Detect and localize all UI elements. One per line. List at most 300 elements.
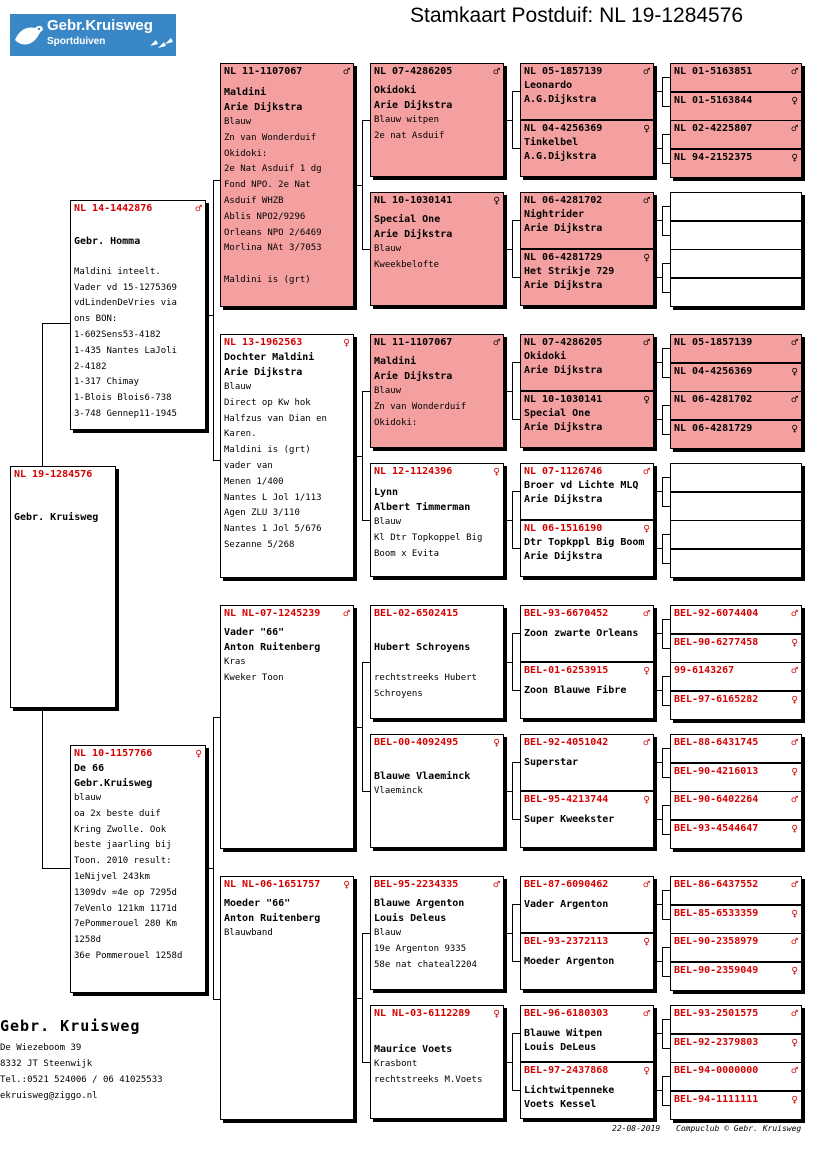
- pedigree-box-g5-6[interactable]: [670, 249, 802, 278]
- pedigree-header: [221, 606, 353, 621]
- bird-note: Orleans NPO 2/6469: [224, 227, 322, 238]
- connector-line: [512, 1090, 520, 1091]
- bird-name: Blauwe Vlaeminck: [374, 771, 471, 782]
- pedigree-header: [671, 821, 801, 836]
- connector-line: [662, 1076, 663, 1105]
- pedigree-header: [671, 421, 801, 436]
- connector-line: [662, 134, 663, 163]
- bird-note: 1-602Sens53-4182: [74, 329, 161, 340]
- sex-icon: ♀: [493, 1007, 500, 1020]
- connector-line: [662, 676, 670, 677]
- ring-number: BEL-90-4216013: [674, 765, 759, 777]
- connector-line: [512, 220, 520, 221]
- bird-note: oa 2x beste duif: [74, 808, 161, 819]
- pedigree-box-g4-4[interactable]: [520, 334, 654, 391]
- bird-name: Zoon zwarte Orleans: [524, 628, 639, 639]
- flying-pigeons-icon: [148, 32, 174, 52]
- connector-line: [654, 362, 662, 363]
- connector-line: [662, 619, 670, 620]
- ring-number: NL 07-4286205: [374, 66, 453, 77]
- bird-name: Zoon Blauwe Fibre: [524, 685, 627, 696]
- bird-note: Menen 1/400: [224, 476, 284, 487]
- ring-number: NL 01-5163851: [674, 66, 753, 77]
- sex-icon: ♂: [643, 465, 650, 478]
- sex-icon: ♀: [343, 878, 350, 891]
- pedigree-header: [671, 606, 801, 621]
- bird-note: Ablis NPO2/9296: [224, 211, 306, 222]
- connector-line: [654, 148, 662, 149]
- connector-line: [512, 419, 520, 420]
- connector-line: [662, 976, 670, 977]
- pedigree-header: [371, 193, 503, 208]
- bird-name: Arie Dijkstra: [524, 494, 603, 505]
- ring-number: BEL-93-2501575: [674, 1008, 759, 1019]
- connector-line: [662, 705, 670, 706]
- logo-name: Gebr.Kruisweg: [47, 17, 153, 34]
- bird-note: 7eVenlo 121km 1171d: [74, 903, 177, 914]
- ring-number: BEL-95-2234335: [374, 879, 459, 890]
- connector-line: [654, 1033, 662, 1034]
- connector-line: [654, 762, 662, 763]
- bird-note: Halfzus van Dian en: [224, 413, 327, 424]
- bird-note: 1eNijvel 243km: [74, 871, 150, 882]
- pedigree-box-ffm[interactable]: [370, 192, 504, 306]
- connector-line: [504, 791, 512, 792]
- bird-name: De 66: [74, 763, 105, 774]
- pedigree-box-g5-20[interactable]: [670, 734, 802, 763]
- pedigree-box-g5-25[interactable]: [670, 905, 802, 934]
- pedigree-box-g5-0[interactable]: [670, 63, 802, 92]
- bird-note: 1309dv =4e op 7295d: [74, 887, 177, 898]
- connector-line: [354, 456, 362, 457]
- connector-line: [662, 534, 670, 535]
- pedigree-box-ff[interactable]: [220, 63, 354, 307]
- pedigree-header: [371, 735, 503, 750]
- connector-line: [654, 91, 662, 92]
- connector-line: [512, 491, 513, 548]
- pedigree-box-mff[interactable]: [370, 605, 504, 719]
- sex-icon: ♀: [791, 906, 798, 920]
- connector-line: [662, 805, 663, 834]
- pedigree-box-g5-7[interactable]: [670, 278, 802, 307]
- pedigree-box-fmm[interactable]: [370, 463, 504, 577]
- connector-line: [512, 633, 513, 690]
- connector-line: [662, 106, 670, 107]
- pedigree-header: [521, 1063, 653, 1078]
- bird-note: Blauw: [224, 117, 252, 127]
- pedigree-box-g5-28[interactable]: [670, 1005, 802, 1034]
- pedigree-header: [371, 464, 503, 479]
- pedigree-header: [521, 606, 653, 621]
- pedigree-box-g5-2[interactable]: [670, 120, 802, 149]
- bird-note: Fond NPO. 2e Nat: [224, 180, 311, 191]
- connector-line: [213, 180, 220, 181]
- pedigree-box-g4-9[interactable]: [520, 662, 654, 719]
- ring-number: BEL-97-6165282: [674, 693, 759, 705]
- pedigree-header: [671, 963, 801, 978]
- ring-number: BEL-93-6670452: [524, 608, 609, 619]
- connector-line: [512, 1033, 513, 1090]
- pedigree-box-g4-0[interactable]: [520, 63, 654, 120]
- connector-line: [213, 180, 214, 460]
- connector-line: [512, 362, 520, 363]
- bird-name: Dtr Topkppl Big Boom: [524, 537, 645, 548]
- pedigree-header: [671, 877, 801, 892]
- pedigree-header: [671, 792, 801, 807]
- connector-line: [662, 292, 670, 293]
- pedigree-box-g4-15[interactable]: [520, 1062, 654, 1119]
- connector-line: [662, 405, 663, 434]
- pedigree-header: [671, 1063, 801, 1078]
- pedigree-box-g4-10[interactable]: [520, 734, 654, 791]
- ring-number: BEL-93-4544647: [674, 822, 759, 834]
- pedigree-box-g5-29[interactable]: [670, 1034, 802, 1063]
- pedigree-header: [521, 735, 653, 750]
- bird-name: Voets Kessel: [524, 1099, 597, 1110]
- connector-line: [512, 904, 513, 961]
- pedigree-header: [671, 93, 801, 108]
- owner-email[interactable]: ekruisweg@ziggo.nl: [0, 1091, 98, 1101]
- pedigree-box-g5-13[interactable]: [670, 492, 802, 521]
- bird-name: Arie Dijkstra: [224, 367, 303, 378]
- connector-line: [504, 933, 512, 934]
- pedigree-box-g5-18[interactable]: [670, 662, 802, 691]
- pedigree-box-subject[interactable]: [10, 466, 116, 708]
- sex-icon: ♂: [643, 336, 650, 349]
- pedigree-box-g4-12[interactable]: [520, 876, 654, 933]
- connector-line: [662, 563, 670, 564]
- bird-note: 2-4182: [74, 361, 107, 372]
- bird-note: Kring Zwolle. Ook: [74, 824, 167, 835]
- bird-note: Asduif WHZB: [224, 195, 284, 206]
- pedigree-box-fmf[interactable]: [370, 334, 504, 448]
- pedigree-box-g5-3[interactable]: [670, 149, 802, 178]
- pedigree-header: [671, 764, 801, 779]
- bird-name: Gebr. Homma: [74, 236, 141, 247]
- connector-line: [362, 933, 363, 1062]
- pedigree-box-g5-31[interactable]: [670, 1091, 802, 1120]
- sex-icon: ♀: [791, 1092, 798, 1106]
- pedigree-box-g5-21[interactable]: [670, 763, 802, 792]
- bird-note: 1-317 Chimay: [74, 377, 140, 388]
- ring-number: BEL-00-4092495: [374, 737, 459, 748]
- pedigree-box-g4-14[interactable]: [520, 1005, 654, 1062]
- bird-note: Nantes L Jol 1/113: [224, 492, 322, 503]
- connector-line: [213, 717, 214, 999]
- connector-line: [662, 434, 670, 435]
- ring-number: BEL-92-6074404: [674, 608, 759, 619]
- bird-note: Boom x Evita: [374, 548, 440, 559]
- pedigree-box-g5-8[interactable]: [670, 334, 802, 363]
- connector-line: [512, 548, 520, 549]
- pedigree-header: [671, 934, 801, 949]
- pedigree-box-g4-8[interactable]: [520, 605, 654, 662]
- pedigree-header: [671, 1092, 801, 1107]
- pedigree-box-mother[interactable]: [70, 745, 206, 993]
- sex-icon: ♂: [643, 878, 650, 891]
- sex-icon: ♀: [791, 150, 798, 164]
- sex-icon: ♀: [643, 1064, 650, 1077]
- bird-name: Nightrider: [524, 209, 585, 220]
- sex-icon: ♂: [791, 607, 798, 620]
- connector-line: [512, 819, 520, 820]
- pedigree-box-mfm[interactable]: [370, 734, 504, 848]
- bird-name: Moeder "66": [224, 898, 291, 909]
- ring-number: NL 05-1857139: [674, 337, 753, 348]
- pedigree-box-g5-12[interactable]: [670, 463, 802, 492]
- connector-line: [512, 277, 520, 278]
- sex-icon: ♂: [343, 65, 350, 78]
- pedigree-box-g4-13[interactable]: [520, 933, 654, 990]
- bird-name: Broer vd Lichte MLQ: [524, 480, 639, 491]
- bird-name: Lichtwitpenneke: [524, 1085, 615, 1096]
- connector-line: [662, 477, 663, 506]
- ring-number: NL 04-4256369: [674, 365, 753, 377]
- bird-name: Gebr. Kruisweg: [14, 512, 99, 523]
- bird-note: Maldini inteelt.: [74, 266, 161, 277]
- ring-number: BEL-95-4213744: [524, 794, 609, 805]
- pedigree-box-g5-14[interactable]: [670, 520, 802, 549]
- connector-line: [42, 868, 70, 869]
- bird-name: Leonardo: [524, 80, 573, 91]
- sex-icon: ♀: [791, 1035, 798, 1049]
- ring-number: BEL-90-2358979: [674, 936, 759, 947]
- pedigree-box-mmf[interactable]: [370, 876, 504, 990]
- pedigree-header: [11, 467, 115, 482]
- pedigree-box-g5-10[interactable]: [670, 391, 802, 420]
- pedigree-header: [671, 193, 801, 195]
- pedigree-header: [671, 222, 801, 224]
- bird-note: ons BON:: [74, 314, 118, 325]
- connector-line: [354, 185, 362, 186]
- connector-line: [654, 633, 662, 634]
- pedigree-box-g4-6[interactable]: [520, 463, 654, 520]
- pedigree-header: [671, 1035, 801, 1050]
- bird-note: blauw: [74, 793, 102, 803]
- sex-icon: ♂: [643, 736, 650, 749]
- pedigree-box-g5-11[interactable]: [670, 420, 802, 449]
- connector-line: [662, 805, 670, 806]
- pedigree-box-mm[interactable]: [220, 876, 354, 1120]
- logo-subtitle: Sportduiven: [47, 36, 106, 47]
- pedigree-header: [671, 550, 801, 552]
- sex-icon: ♂: [791, 935, 798, 948]
- bird-name: Gebr.Kruisweg: [74, 778, 153, 789]
- pedigree-box-g5-5[interactable]: [670, 221, 802, 250]
- bird-name: Blauwe Witpen: [524, 1028, 603, 1039]
- connector-line: [662, 748, 663, 777]
- bird-name: [371, 625, 503, 640]
- connector-line: [206, 315, 213, 316]
- ring-number: BEL-97-2437868: [524, 1065, 609, 1076]
- pedigree-box-g5-4[interactable]: [670, 192, 802, 221]
- sex-icon: ♂: [643, 1007, 650, 1020]
- connector-line: [354, 727, 362, 728]
- bird-note: 1-Blois Blois6-738: [74, 393, 172, 404]
- pedigree-header: [71, 201, 205, 216]
- pedigree-box-father[interactable]: [70, 200, 206, 430]
- pedigree-box-g4-5[interactable]: [520, 391, 654, 448]
- bird-note: Kweekbelofte: [374, 259, 440, 270]
- pedigree-box-g5-19[interactable]: [670, 691, 802, 720]
- sex-icon: ♀: [195, 747, 202, 760]
- connector-line: [362, 120, 370, 121]
- connector-line: [662, 890, 670, 891]
- ring-number: NL 13-1962563: [224, 337, 303, 348]
- bird-note: 2e Nat Asduif 1 dg: [224, 164, 322, 175]
- pedigree-box-g5-9[interactable]: [670, 363, 802, 392]
- pedigree-box-g5-15[interactable]: [670, 549, 802, 578]
- sex-icon: ♂: [493, 65, 500, 78]
- pedigree-box-fm[interactable]: [220, 334, 354, 578]
- bird-name: Arie Dijkstra: [524, 365, 603, 376]
- pedigree-header: [521, 521, 653, 536]
- ring-number: NL 10-1030141: [524, 394, 603, 405]
- bird-name: Super Kweekster: [524, 814, 615, 825]
- bird-note: rechtstreeks Hubert: [374, 672, 477, 683]
- pedigree-box-g4-7[interactable]: [520, 520, 654, 577]
- ring-number: NL 06-1516190: [524, 523, 603, 534]
- pedigree-box-g5-16[interactable]: [670, 605, 802, 634]
- connector-line: [662, 405, 670, 406]
- ring-number: NL NL-06-1651757: [224, 879, 321, 890]
- sex-icon: ♀: [791, 364, 798, 378]
- bird-note: 19e Argenton 9335: [374, 943, 467, 954]
- pedigree-box-mf[interactable]: [220, 605, 354, 849]
- bird-note: Agen ZLU 3/110: [224, 508, 300, 519]
- pedigree-header: [671, 906, 801, 921]
- pedigree-box-g4-3[interactable]: [520, 249, 654, 306]
- pedigree-box-g5-1[interactable]: [670, 92, 802, 121]
- bird-note: Blauw: [374, 517, 402, 527]
- bird-note: 36e Pommerouel 1258d: [74, 950, 183, 961]
- connector-line: [654, 690, 662, 691]
- bird-name: Okidoki: [374, 85, 417, 96]
- bird-name: Maldini: [374, 356, 417, 367]
- pedigree-header: [671, 64, 801, 79]
- pedigree-box-g5-22[interactable]: [670, 791, 802, 820]
- bird-note: beste jaarling bij: [74, 840, 172, 851]
- sex-icon: ♂: [791, 336, 798, 349]
- pedigree-box-g4-11[interactable]: [520, 791, 654, 848]
- ring-number: BEL-85-6533359: [674, 907, 759, 919]
- ring-number: NL 07-1126746: [524, 466, 603, 477]
- connector-line: [654, 961, 662, 962]
- connector-line: [512, 362, 513, 419]
- pedigree-header: [671, 335, 801, 350]
- bird-note: Blauw witpen: [374, 115, 440, 125]
- bird-name: Special One: [524, 408, 591, 419]
- ring-number: NL 01-5163844: [674, 94, 753, 106]
- ring-number: BEL-94-1111111: [674, 1093, 759, 1105]
- connector-line: [512, 491, 520, 492]
- ring-number: NL 11-1107067: [374, 337, 453, 348]
- connector-line: [662, 947, 663, 976]
- bird-name: Louis DeLeus: [524, 1042, 597, 1053]
- pedigree-box-g4-1[interactable]: [520, 120, 654, 177]
- ring-number: BEL-90-2359049: [674, 964, 759, 976]
- pedigree-header: [671, 692, 801, 707]
- pedigree-header: [671, 493, 801, 495]
- bird-name: Tinkelbel: [524, 137, 579, 148]
- connector-line: [662, 1019, 670, 1020]
- bird-name: Arie Dijkstra: [374, 229, 453, 240]
- owner-name: Gebr. Kruisweg: [0, 1017, 141, 1035]
- pedigree-box-fff[interactable]: [370, 63, 504, 177]
- pedigree-box-g5-27[interactable]: [670, 962, 802, 991]
- bird-note: Morlina NAt 3/7053: [224, 243, 322, 254]
- ring-number: BEL-90-6277458: [674, 636, 759, 648]
- bird-note: 7ePommerouel 280 Km: [74, 919, 177, 930]
- pedigree-box-g5-30[interactable]: [670, 1062, 802, 1091]
- connector-line: [662, 834, 670, 835]
- connector-line: [512, 762, 513, 819]
- sex-icon: ♂: [791, 1007, 798, 1020]
- connector-line: [662, 619, 663, 648]
- bird-name: Anton Ruitenberg: [224, 913, 321, 924]
- pedigree-box-mmm[interactable]: [370, 1005, 504, 1119]
- connector-line: [662, 1048, 670, 1049]
- connector-line: [662, 348, 663, 377]
- bird-name: Arie Dijkstra: [374, 100, 453, 111]
- pedigree-box-g5-26[interactable]: [670, 933, 802, 962]
- connector-line: [662, 263, 670, 264]
- bird-note: Toon. 2010 result:: [74, 856, 172, 867]
- connector-line: [504, 391, 512, 392]
- bird-name: Maurice Voets: [374, 1044, 453, 1055]
- sex-icon: ♀: [643, 793, 650, 806]
- bird-note: Zn van Wonderduif: [374, 401, 467, 412]
- bird-name: Vader Argenton: [524, 899, 609, 910]
- bird-name: Arie Dijkstra: [374, 371, 453, 382]
- ring-number: BEL-93-2372113: [524, 936, 609, 947]
- sex-icon: ♀: [791, 764, 798, 778]
- bird-note: Kl Dtr Topkoppel Big: [374, 532, 483, 543]
- ring-number: BEL-96-6180303: [524, 1008, 609, 1019]
- sex-icon: ♀: [643, 393, 650, 406]
- connector-line: [362, 249, 370, 250]
- connector-line: [654, 548, 662, 549]
- pedigree-header: [521, 1006, 653, 1021]
- bird-note: [221, 257, 353, 273]
- sex-icon: ♀: [643, 935, 650, 948]
- bird-name: Dochter Maldini: [224, 352, 315, 363]
- sex-icon: ♂: [493, 878, 500, 891]
- pedigree-box-g5-17[interactable]: [670, 634, 802, 663]
- pedigree-header: [521, 663, 653, 678]
- pedigree-header: [71, 746, 205, 761]
- connector-line: [662, 134, 670, 135]
- connector-line: [362, 933, 370, 934]
- ring-number: NL NL-03-6112289: [374, 1008, 471, 1019]
- pedigree-header: [521, 121, 653, 136]
- sex-icon: ♀: [791, 93, 798, 107]
- connector-line: [512, 961, 520, 962]
- ring-number: NL 11-1107067: [224, 66, 303, 77]
- pedigree-header: [521, 193, 653, 208]
- pedigree-header: [521, 934, 653, 949]
- pedigree-box-g5-23[interactable]: [670, 820, 802, 849]
- ring-number: BEL-88-6431745: [674, 737, 759, 748]
- ring-number: BEL-01-6253915: [524, 665, 609, 676]
- ring-number: BEL-92-4051042: [524, 737, 609, 748]
- pedigree-box-g5-24[interactable]: [670, 876, 802, 905]
- bird-name: Arie Dijkstra: [524, 551, 603, 562]
- connector-line: [662, 506, 670, 507]
- ring-number: 99-6143267: [674, 665, 735, 676]
- pedigree-box-g4-2[interactable]: [520, 192, 654, 249]
- bird-note: 58e nat chateal2204: [374, 959, 477, 970]
